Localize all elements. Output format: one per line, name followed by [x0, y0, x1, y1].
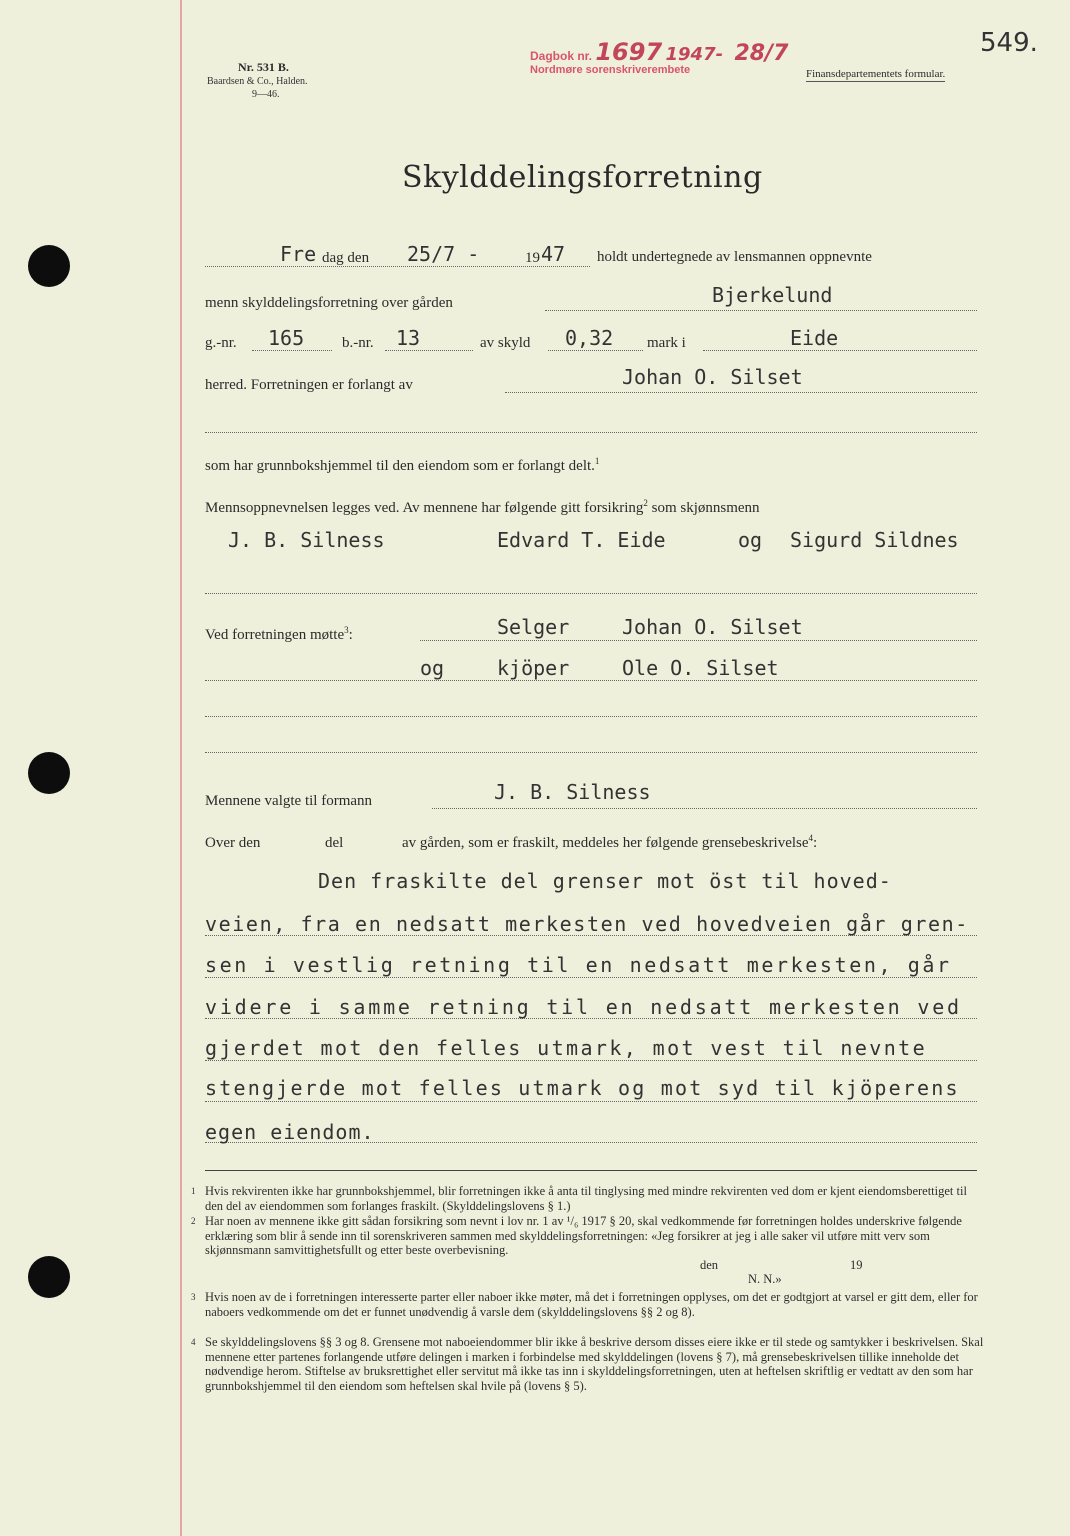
punch-hole — [28, 245, 70, 287]
assessor-1: J. B. Silness — [228, 528, 385, 552]
gnr-value: 165 — [268, 326, 305, 350]
present-name-2: Ole O. Silset — [622, 656, 779, 680]
boundary-line: veien, fra en nedsatt merkesten ved hovedveien går gren- — [205, 912, 969, 936]
form-number: Nr. 531 B. — [238, 60, 289, 74]
stamp-label: Dagbok nr. — [530, 49, 593, 63]
print-date: 9—46. — [252, 89, 280, 100]
formann-name: J. B. Silness — [494, 780, 651, 804]
boundary-line: gjerdet mot den felles utmark, mot vest til nevnte — [205, 1036, 928, 1060]
stamp-date: 28/7 — [734, 41, 789, 66]
journal-stamp: Dagbok nr. 1697 1947- 28/7 — [530, 38, 789, 66]
punch-hole — [28, 752, 70, 794]
label-dag-den: dag den — [322, 250, 370, 266]
year-prefix: 19 — [525, 250, 540, 266]
present-name-1: Johan O. Silset — [622, 615, 803, 639]
day-prefix: Fre — [280, 242, 317, 266]
label-over-den: Over den — [205, 835, 261, 851]
farm-name: Bjerkelund — [712, 283, 833, 307]
present-role-2: kjöper — [497, 656, 570, 680]
label-menns: Mennsoppnevnelsen legges ved. Av mennene har følgende gitt forsikring$^2$ som skjønnsmenn — [205, 498, 760, 516]
year-value: 47 — [541, 242, 566, 266]
assessor-2: Edvard T. Eide — [497, 528, 666, 552]
footnote-3: 3 Hvis noen av de i forretningen interesserte parter eller naboer ikke møter, må det i forretningen opplyses, om det er godtgjort at varsel er gitt dem, eller for naboers vedkommende om det er funnet unødvendig å varsle dem (skylddelingslovens §§ 2 og 8). — [191, 1290, 978, 1319]
skyld-value: 0,32 — [565, 326, 614, 350]
stamp-number: 1697 — [595, 38, 663, 66]
bnr-value: 13 — [396, 326, 421, 350]
label-motte: Ved forretningen møtte$^3$: — [205, 625, 353, 643]
label-gnr: g.-nr. — [205, 335, 237, 351]
assessor-3: Sigurd Sildnes — [790, 528, 959, 552]
requester-name: Johan O. Silset — [622, 365, 803, 389]
label-gardens: av gården, som er fraskilt, meddeles her følgende grensebeskrivelse$^4$: — [402, 833, 818, 851]
label-del: del — [325, 835, 344, 851]
page-number: 549. — [980, 28, 1038, 58]
document-title: Skylddelingsforretning — [402, 160, 763, 195]
footnote-1: 1 Hvis rekvirenten ikke har grunnbokshjemmel, blir forretningen ikke å anta til tinglysing med mindre rekvirenten ved dom er kjent eiendomsberettiget til den del av eiendommen som forlanges fraskilt. (Skylddelingslovens § 1.) — [191, 1184, 967, 1213]
printer-name: Baardsen & Co., Halden. — [207, 76, 308, 87]
boundary-line: videre i samme retning til en nedsatt merkesten ved — [205, 995, 962, 1019]
footnote-2-signature: N. N.» — [748, 1272, 782, 1286]
form-source: Finansdepartementets formular. — [806, 68, 946, 80]
stamp-office: Nordmøre sorenskriverembete — [530, 64, 691, 76]
margin-rule — [180, 0, 182, 1536]
footnote-2-den: den — [700, 1258, 719, 1272]
boundary-line: egen eiendom. — [205, 1120, 375, 1144]
punch-hole — [28, 1256, 70, 1298]
boundary-line: Den fraskilte del grenser mot öst til hoved- — [318, 869, 892, 893]
label-mark-i: mark i — [647, 335, 686, 351]
label-bnr: b.-nr. — [342, 335, 374, 351]
label-grunnbok: som har grunnbokshjemmel til den eiendom som er forlangt delt.$^1$ — [205, 456, 600, 474]
label-av-skyld: av skyld — [480, 335, 531, 351]
footnote-4: 4 Se skylddelingslovens §§ 3 og 8. Grensene mot naboeiendommer blir ikke å beskrive dersom disses eiere ikke er til stede og samtykker i beskrivelsen. Skal mennene etter partenes forlangende utføre delingen i marken i forbindelse med skylddelingen (lovens § 7), må grensebeskrivelsen tillike inneholde det nødvendige herom. Stiftelse av bruksrettighet eller servitut må ikke tas inn i skylddelingsforretningen, uten at heftelsen skriftlig er vedtatt av den som har grunnbokshjemmel til den eiendom som heftelsen skal hvile på (lovens § 5). — [191, 1335, 984, 1393]
present-role-1: Selger — [497, 615, 570, 639]
municipality: Eide — [790, 326, 839, 350]
stamp-year: 1947 — [665, 44, 716, 65]
label-formann: Mennene valgte til formann — [205, 793, 373, 809]
label-holdt: holdt undertegnede av lensmannen oppnevnte — [597, 249, 872, 265]
label-herred: herred. Forretningen er forlangt av — [205, 377, 413, 393]
footnote-2: 2 Har noen av mennene ikke gitt sådan forsikring som nevnt i lov nr. 1 av ¹/₆ 1917 § 20, skal vedkommende før forretningen holdes underskrive følgende erklæring som blir å sende inn til sorenskriveren sammen med skylddelingsforretningen: «Jeg forsikrer at jeg i alle saker vil utføre mitt verv som skjønnsmann samvittighetsfullt og etter beste overbevisning. — [191, 1214, 962, 1257]
boundary-line: stengjerde mot felles utmark og mot syd til kjöperens — [205, 1076, 960, 1100]
boundary-line: sen i vestlig retning til en nedsatt merkesten, går — [205, 953, 952, 977]
present-og: og — [420, 656, 445, 680]
label-menn: menn skylddelingsforretning over gården — [205, 295, 453, 311]
assessor-conjunction: og — [738, 528, 763, 552]
date-value: 25/7 - — [407, 242, 480, 266]
footnote-divider — [205, 1170, 977, 1171]
footnote-2-year: 19 — [850, 1258, 863, 1272]
